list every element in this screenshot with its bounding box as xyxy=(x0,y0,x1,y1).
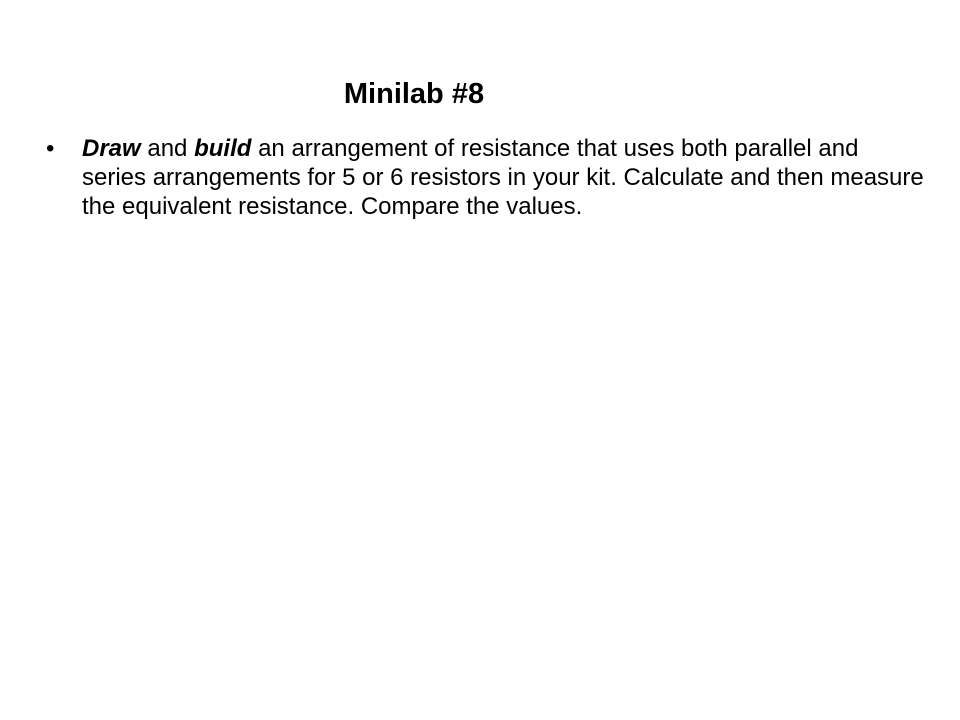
emphasis-build: build xyxy=(194,135,252,162)
bullet-text-body: an arrangement of resistance that uses both parallel and series arrangements for 5 or 6 resistors in your kit. Calculate and then measure the equivalent resistance. Compare the values. xyxy=(82,135,924,220)
bullet-item xyxy=(46,134,926,221)
bullet-text-connector: and xyxy=(140,135,195,162)
emphasis-draw: Draw xyxy=(82,135,141,162)
bullet-list xyxy=(46,134,926,221)
slide-title: Minilab #8 xyxy=(343,78,485,110)
bullet-dot-icon: • xyxy=(46,135,55,162)
